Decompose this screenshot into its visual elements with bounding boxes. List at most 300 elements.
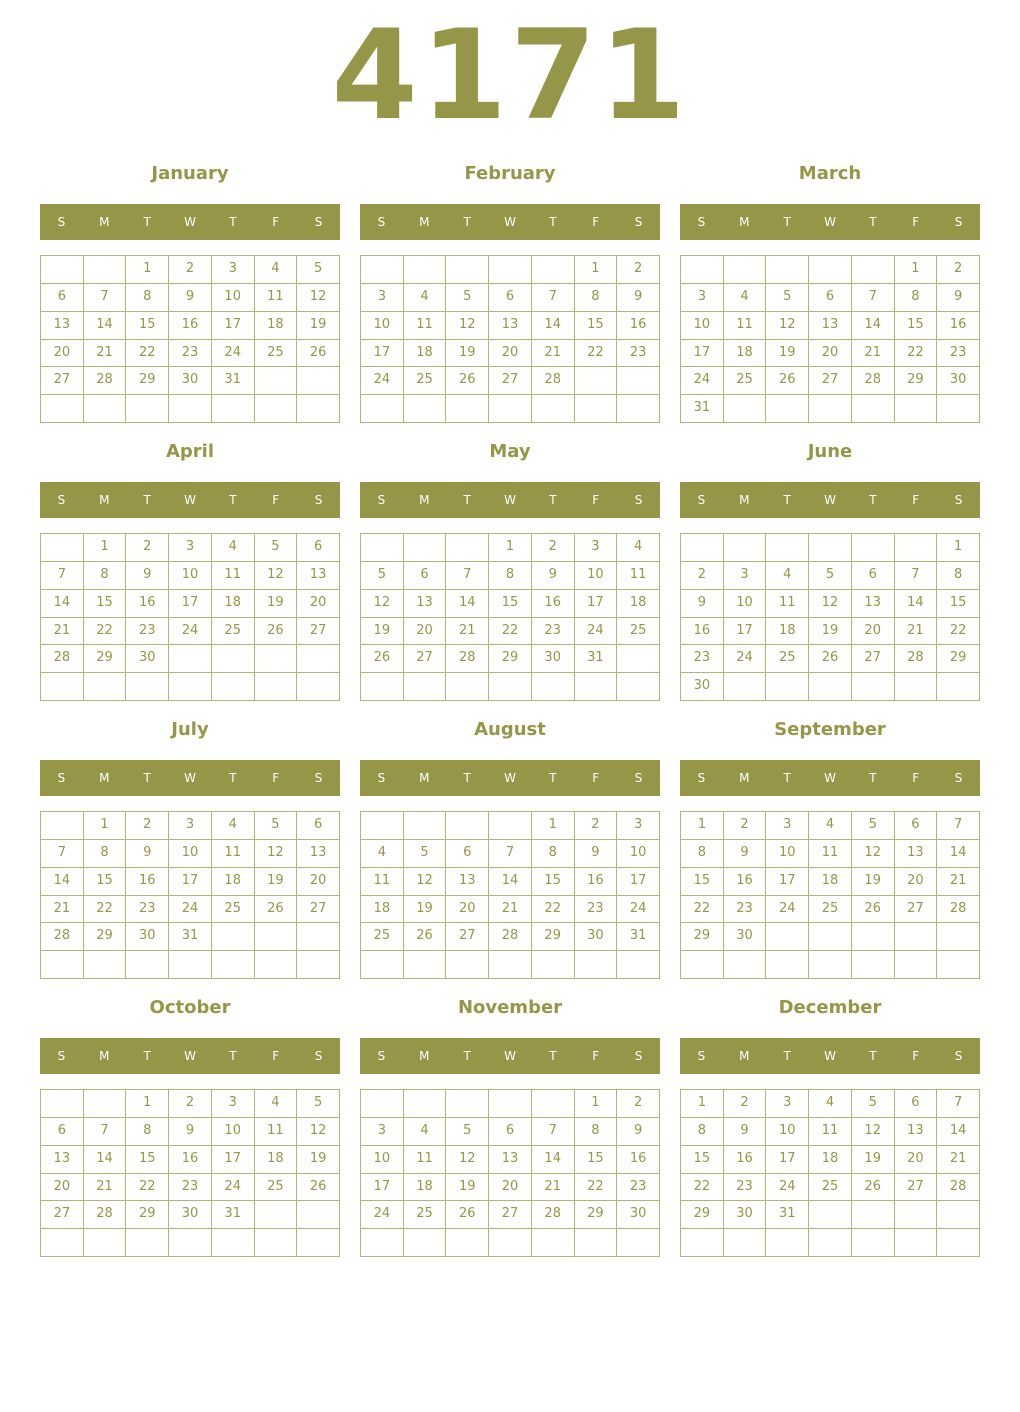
day-cell: 27 [404,645,447,673]
empty-cell [404,673,447,701]
weekday-label: F [912,771,920,785]
day-cell: 15 [532,868,575,896]
empty-cell [255,1201,298,1229]
day-cell: 27 [489,367,532,395]
weekday-label: W [504,493,516,507]
day-cell: 14 [937,840,980,868]
empty-cell [681,256,724,284]
empty-cell [852,923,895,951]
day-cell: 29 [895,367,938,395]
day-cell: 28 [532,1201,575,1229]
day-cell: 12 [297,1118,340,1146]
empty-cell [489,812,532,840]
day-cell: 13 [852,590,895,618]
day-cell: 14 [41,868,84,896]
day-cell: 23 [126,618,169,646]
day-cell: 7 [84,284,127,312]
weekday-label: M [739,493,750,507]
weekday-label: M [99,1049,110,1063]
weekday-label: S [634,1049,643,1063]
empty-cell [126,395,169,423]
day-cell: 11 [361,868,404,896]
weekday-label: F [592,1049,600,1063]
day-cell: 31 [212,1201,255,1229]
day-cell: 6 [41,284,84,312]
day-cell: 31 [212,367,255,395]
day-cell: 23 [617,1174,660,1202]
empty-cell [575,395,618,423]
weekday-label: S [954,1049,963,1063]
weekday-label: W [504,1049,516,1063]
empty-cell [169,395,212,423]
day-cell: 23 [532,618,575,646]
day-cell: 17 [617,868,660,896]
day-cell: 17 [361,1174,404,1202]
day-cell: 16 [126,868,169,896]
day-cell: 29 [84,645,127,673]
empty-cell [617,673,660,701]
day-cell: 15 [126,312,169,340]
weekday-label: S [634,493,643,507]
weekday-label: S [314,771,323,785]
day-cell: 1 [532,812,575,840]
weekday-label: F [592,215,600,229]
empty-cell [766,923,809,951]
day-cell: 8 [681,1118,724,1146]
weekday-label: W [184,1049,196,1063]
weekday-header [40,204,340,240]
day-cell: 3 [617,812,660,840]
day-cell: 3 [766,812,809,840]
empty-cell [404,1090,447,1118]
day-cell: 12 [361,590,404,618]
day-cell: 18 [809,868,852,896]
day-cell: 18 [361,896,404,924]
day-cell: 18 [617,590,660,618]
day-cell: 8 [126,284,169,312]
day-cell: 8 [84,562,127,590]
empty-cell [809,1229,852,1257]
day-cell: 2 [126,812,169,840]
day-cell: 10 [681,312,724,340]
empty-cell [895,951,938,979]
empty-cell [489,1090,532,1118]
day-cell: 10 [212,284,255,312]
empty-cell [297,673,340,701]
day-cell: 23 [681,645,724,673]
day-cell: 26 [255,618,298,646]
weekday-label: W [504,215,516,229]
day-grid [360,811,660,979]
empty-cell [212,673,255,701]
empty-cell [361,534,404,562]
empty-cell [617,951,660,979]
empty-cell [681,951,724,979]
day-cell: 6 [404,562,447,590]
day-cell: 22 [575,1174,618,1202]
day-cell: 9 [937,284,980,312]
weekday-label: T [463,493,471,507]
empty-cell [297,951,340,979]
empty-cell [724,951,767,979]
day-cell: 26 [297,1174,340,1202]
weekday-label: S [697,1049,706,1063]
weekday-label: S [954,493,963,507]
month-title: November [457,997,563,1018]
weekday-label: F [912,1049,920,1063]
weekday-label: T [143,215,151,229]
day-cell: 23 [617,340,660,368]
day-cell: 21 [446,618,489,646]
day-cell: 23 [575,896,618,924]
empty-cell [169,645,212,673]
day-cell: 26 [852,896,895,924]
day-cell: 15 [681,868,724,896]
empty-cell [404,812,447,840]
day-cell: 19 [446,340,489,368]
empty-cell [212,951,255,979]
weekday-header [680,760,980,796]
day-grid [40,811,340,979]
day-cell: 23 [724,1174,767,1202]
day-cell: 9 [169,1118,212,1146]
weekday-label: S [57,493,66,507]
weekday-label: T [463,215,471,229]
weekday-label: W [184,215,196,229]
day-cell: 27 [297,618,340,646]
day-cell: 11 [809,840,852,868]
day-cell: 8 [575,284,618,312]
day-cell: 12 [809,590,852,618]
empty-cell [724,256,767,284]
day-cell: 10 [169,562,212,590]
day-cell: 4 [255,256,298,284]
day-cell: 1 [489,534,532,562]
day-cell: 26 [809,645,852,673]
day-cell: 5 [852,1090,895,1118]
day-cell: 12 [852,840,895,868]
day-cell: 18 [766,618,809,646]
empty-cell [617,367,660,395]
weekday-label: T [549,215,557,229]
empty-cell [255,367,298,395]
day-cell: 29 [532,923,575,951]
day-cell: 3 [169,534,212,562]
day-cell: 28 [489,923,532,951]
day-cell: 29 [575,1201,618,1229]
day-cell: 20 [809,340,852,368]
empty-cell [852,534,895,562]
day-cell: 11 [617,562,660,590]
empty-cell [255,673,298,701]
day-cell: 8 [575,1118,618,1146]
day-cell: 21 [852,340,895,368]
day-cell: 14 [41,590,84,618]
day-cell: 28 [532,367,575,395]
day-cell: 9 [126,562,169,590]
weekday-header [680,482,980,518]
empty-cell [297,1201,340,1229]
day-cell: 28 [84,367,127,395]
empty-cell [41,395,84,423]
day-cell: 14 [446,590,489,618]
empty-cell [212,1229,255,1257]
day-cell: 17 [212,1146,255,1174]
day-cell: 5 [446,284,489,312]
empty-cell [575,951,618,979]
day-cell: 3 [361,284,404,312]
month-title: March [798,163,862,184]
empty-cell [41,534,84,562]
day-cell: 24 [169,618,212,646]
weekday-label: T [229,1049,237,1063]
weekday-label: S [314,493,323,507]
day-grid [40,1089,340,1257]
day-cell: 13 [297,840,340,868]
empty-cell [169,673,212,701]
day-cell: 25 [212,896,255,924]
day-cell: 27 [446,923,489,951]
day-cell: 12 [404,868,447,896]
day-cell: 3 [212,256,255,284]
day-cell: 10 [212,1118,255,1146]
day-cell: 4 [724,284,767,312]
day-cell: 4 [255,1090,298,1118]
weekday-label: M [99,215,110,229]
day-cell: 7 [852,284,895,312]
empty-cell [361,1229,404,1257]
day-cell: 30 [575,923,618,951]
day-cell: 30 [169,367,212,395]
weekday-header [360,204,660,240]
empty-cell [809,673,852,701]
weekday-label: W [184,771,196,785]
day-cell: 9 [617,284,660,312]
day-cell: 4 [404,1118,447,1146]
empty-cell [446,534,489,562]
day-cell: 7 [937,812,980,840]
day-cell: 17 [766,868,809,896]
empty-cell [681,534,724,562]
day-cell: 16 [126,590,169,618]
empty-cell [404,1229,447,1257]
day-cell: 11 [809,1118,852,1146]
day-cell: 1 [126,1090,169,1118]
weekday-label: S [57,771,66,785]
day-cell: 13 [895,1118,938,1146]
day-grid [680,533,980,701]
day-cell: 18 [809,1146,852,1174]
weekday-label: S [377,215,386,229]
weekday-label: F [272,771,280,785]
empty-cell [766,1229,809,1257]
weekday-label: T [783,771,791,785]
day-cell: 26 [446,1201,489,1229]
empty-cell [361,1090,404,1118]
day-cell: 5 [809,562,852,590]
day-cell: 22 [575,340,618,368]
weekday-label: S [57,1049,66,1063]
day-cell: 7 [446,562,489,590]
day-cell: 3 [361,1118,404,1146]
day-cell: 12 [766,312,809,340]
weekday-label: F [592,493,600,507]
day-cell: 5 [255,812,298,840]
day-cell: 9 [126,840,169,868]
weekday-label: T [549,771,557,785]
weekday-label: W [184,493,196,507]
day-cell: 2 [126,534,169,562]
weekday-label: T [549,493,557,507]
day-cell: 21 [84,340,127,368]
day-cell: 8 [126,1118,169,1146]
empty-cell [575,673,618,701]
weekday-label: W [824,1049,836,1063]
weekday-header [40,760,340,796]
day-cell: 3 [212,1090,255,1118]
day-cell: 25 [766,645,809,673]
day-cell: 22 [126,1174,169,1202]
day-cell: 29 [681,923,724,951]
day-cell: 15 [84,590,127,618]
day-cell: 8 [681,840,724,868]
day-cell: 11 [212,562,255,590]
day-cell: 4 [809,1090,852,1118]
day-cell: 21 [895,618,938,646]
day-cell: 18 [724,340,767,368]
day-cell: 17 [766,1146,809,1174]
empty-cell [255,1229,298,1257]
day-cell: 3 [681,284,724,312]
day-cell: 16 [724,868,767,896]
month-title: May [489,441,531,462]
day-cell: 3 [169,812,212,840]
empty-cell [297,923,340,951]
empty-cell [84,1229,127,1257]
empty-cell [724,534,767,562]
empty-cell [404,395,447,423]
month-title: August [474,719,546,740]
empty-cell [361,673,404,701]
month-title: July [171,719,209,740]
day-cell: 20 [895,1146,938,1174]
month-title: December [778,997,882,1018]
day-cell: 24 [766,1174,809,1202]
weekday-label: M [419,1049,430,1063]
day-cell: 31 [169,923,212,951]
day-cell: 20 [446,896,489,924]
day-cell: 12 [255,840,298,868]
day-cell: 20 [404,618,447,646]
day-cell: 7 [41,840,84,868]
day-cell: 4 [212,534,255,562]
day-cell: 30 [169,1201,212,1229]
empty-cell [937,1229,980,1257]
empty-cell [255,923,298,951]
empty-cell [489,256,532,284]
empty-cell [446,673,489,701]
day-cell: 19 [297,312,340,340]
empty-cell [937,673,980,701]
day-cell: 24 [212,340,255,368]
day-cell: 9 [575,840,618,868]
day-cell: 25 [617,618,660,646]
day-cell: 31 [766,1201,809,1229]
empty-cell [766,951,809,979]
empty-cell [84,1090,127,1118]
day-cell: 14 [532,1146,575,1174]
day-cell: 26 [255,896,298,924]
day-cell: 10 [361,1146,404,1174]
weekday-label: W [824,215,836,229]
weekday-label: M [739,771,750,785]
day-cell: 20 [41,340,84,368]
empty-cell [126,951,169,979]
empty-cell [532,673,575,701]
day-cell: 5 [361,562,404,590]
day-cell: 1 [681,1090,724,1118]
weekday-label: F [912,493,920,507]
day-cell: 16 [681,618,724,646]
day-cell: 18 [212,590,255,618]
day-cell: 5 [766,284,809,312]
day-cell: 22 [681,896,724,924]
empty-cell [169,951,212,979]
weekday-header [360,1038,660,1074]
empty-cell [361,256,404,284]
day-cell: 30 [126,645,169,673]
day-cell: 17 [169,590,212,618]
empty-cell [575,367,618,395]
day-cell: 7 [84,1118,127,1146]
day-cell: 26 [766,367,809,395]
day-cell: 25 [255,1174,298,1202]
month-title: January [151,163,229,184]
day-cell: 9 [532,562,575,590]
empty-cell [84,673,127,701]
empty-cell [41,812,84,840]
day-cell: 21 [41,896,84,924]
weekday-label: F [272,1049,280,1063]
empty-cell [212,395,255,423]
month-title: September [774,719,886,740]
weekday-label: S [377,493,386,507]
empty-cell [766,673,809,701]
weekday-label: T [229,215,237,229]
day-cell: 9 [724,1118,767,1146]
day-cell: 2 [575,812,618,840]
day-cell: 19 [852,868,895,896]
day-cell: 20 [41,1174,84,1202]
day-cell: 11 [766,590,809,618]
day-cell: 10 [361,312,404,340]
day-cell: 19 [255,590,298,618]
day-cell: 2 [724,812,767,840]
weekday-label: T [229,771,237,785]
day-cell: 16 [724,1146,767,1174]
day-cell: 21 [937,868,980,896]
empty-cell [809,951,852,979]
day-cell: 23 [126,896,169,924]
day-cell: 11 [404,312,447,340]
empty-cell [297,1229,340,1257]
day-cell: 7 [41,562,84,590]
day-cell: 18 [212,868,255,896]
day-cell: 19 [766,340,809,368]
day-cell: 6 [809,284,852,312]
day-cell: 14 [489,868,532,896]
empty-cell [126,1229,169,1257]
